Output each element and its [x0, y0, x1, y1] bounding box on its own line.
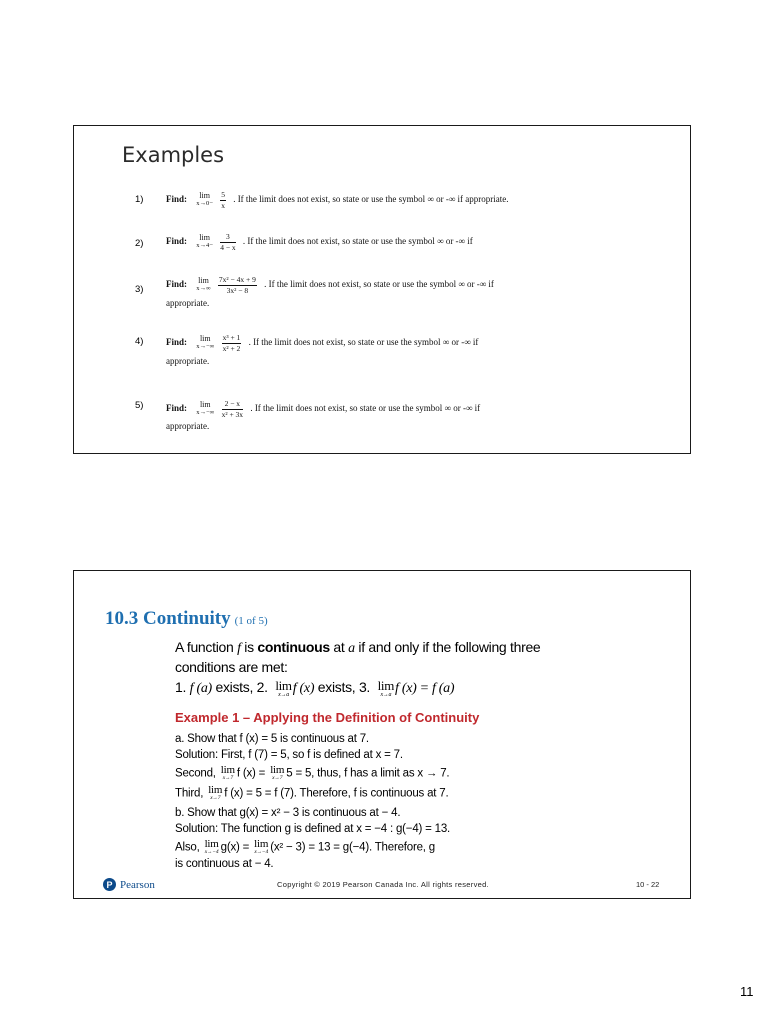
limit-operator [208, 785, 222, 802]
example-problem [166, 233, 473, 251]
instruction-text: . If the limit does not exist, so state or use the symbol ∞ or -∞ if [242, 236, 473, 247]
fraction [220, 233, 235, 251]
find-label: Find: [166, 194, 188, 205]
condition-expression: f (x) [292, 681, 315, 697]
condition-number: 1. [175, 679, 190, 696]
fraction [222, 400, 243, 418]
limit-operator [275, 679, 291, 698]
limit-operator [221, 765, 235, 782]
denominator: 4 − x [220, 242, 236, 252]
lim-subscript: x→a [380, 692, 392, 698]
limit-operator [270, 765, 284, 782]
limit-operator [196, 192, 213, 208]
limit-operator [196, 277, 210, 293]
lim-text: lim [220, 764, 235, 776]
slide-number: 10 - 22 [636, 880, 660, 889]
fraction [218, 276, 257, 294]
denominator: 3x² − 8 [226, 285, 249, 295]
solution-line: b. Show that g(x) = x² − 3 is continuous at − 4. [175, 807, 401, 819]
instruction-continuation: appropriate. [166, 421, 210, 431]
lim-text: lim [275, 678, 292, 693]
conditions-line [175, 679, 454, 698]
denominator: x² + 2 [222, 343, 241, 353]
solution-text: 5 = 5, thus, f has a limit as x → 7. [286, 767, 450, 780]
condition-text: exists, 3. [314, 679, 374, 696]
lim-subscript: x→7 [210, 795, 221, 801]
lim-subscript: x→4− [196, 242, 213, 250]
solution-text: Also, [175, 841, 203, 854]
continuity-slide [73, 570, 691, 899]
definition-text: at [329, 639, 349, 655]
lim-subscript: x→−4 [204, 849, 219, 855]
slide-heading [105, 608, 268, 630]
lim-text: lim [199, 334, 211, 344]
slide-title: Examples [122, 143, 225, 167]
denominator: x [221, 200, 225, 210]
lim-text: lim [208, 784, 223, 796]
lim-text: lim [198, 276, 209, 286]
lim-text: lim [254, 838, 269, 850]
numerator: 2 − x [222, 400, 243, 410]
example-number: 5) [135, 400, 144, 411]
lim-subscript: x→0− [196, 200, 213, 208]
solution-line: is continuous at − 4. [175, 858, 274, 870]
definition-text: is [240, 639, 258, 655]
lim-subscript: x→−∞ [196, 343, 215, 351]
lim-subscript: x→7 [222, 775, 233, 781]
lim-text: lim [199, 400, 211, 410]
limit-operator [378, 679, 394, 698]
find-label: Find: [166, 236, 188, 247]
definition-text: if and only if the following three [354, 639, 541, 655]
fraction [220, 191, 226, 209]
definition-line-1 [175, 639, 540, 657]
math-f: f [237, 641, 241, 656]
example-number: 3) [135, 284, 144, 295]
pearson-wordmark: Pearson [120, 878, 155, 891]
examples-slide [73, 125, 691, 454]
heading-subtitle: (1 of 5) [234, 615, 268, 627]
lim-subscript: x→∞ [196, 285, 211, 293]
lim-subscript: x→7 [272, 775, 283, 781]
solution-line [175, 785, 448, 802]
find-label: Find: [166, 279, 188, 290]
lim-text: lim [199, 191, 210, 201]
copyright-notice: Copyright © 2019 Pearson Canada Inc. All rights reserved. [277, 880, 489, 889]
example-problem [166, 334, 478, 352]
lim-text: lim [199, 233, 210, 243]
definition-text: A function [175, 639, 238, 655]
lim-subscript: x→a [278, 692, 289, 698]
solution-text: Third, [175, 787, 207, 800]
solution-line: a. Show that f (x) = 5 is continuous at 7. [175, 733, 369, 745]
fraction [222, 334, 242, 352]
numerator: x³ + 1 [222, 333, 241, 342]
example-number: 2) [135, 238, 144, 249]
example-number: 4) [135, 336, 144, 347]
example-heading: Example 1 – Applying the Definition of Continuity [175, 710, 480, 725]
solution-text: g(x) = [220, 841, 253, 854]
solution-text: f (x) = 5 = f (7). Therefore, f is continuous at 7. [224, 787, 449, 800]
math-a: a [348, 641, 355, 656]
example-problem [166, 400, 480, 418]
limit-operator [196, 234, 213, 250]
example-problem [166, 191, 508, 209]
heading-text: 10.3 Continuity [105, 608, 231, 629]
denominator: x² + 3x [221, 409, 244, 419]
solution-line [175, 765, 449, 782]
numerator: 5 [221, 190, 225, 199]
solution-line: Solution: First, f (7) = 5, so f is defined at x = 7. [175, 749, 403, 761]
limit-operator [196, 401, 214, 417]
lim-text: lim [270, 764, 285, 776]
lim-text: lim [204, 838, 219, 850]
limit-operator [254, 839, 268, 856]
numerator: 3 [220, 233, 235, 243]
pearson-p-icon: P [103, 878, 116, 891]
condition-expression: f (a) [189, 681, 212, 697]
find-label: Find: [166, 337, 188, 348]
page-number: 11 [740, 984, 754, 999]
solution-text: Second, [175, 767, 219, 780]
lim-subscript: x→−4 [254, 849, 268, 855]
solution-line: Solution: The function g is defined at x = −4 : g(−4) = 13. [175, 823, 451, 835]
lim-text: lim [377, 678, 395, 693]
instruction-text: . If the limit does not exist, so state or use the symbol ∞ or -∞ if [250, 403, 481, 414]
solution-text: f (x) = [236, 767, 269, 780]
example-problem [166, 276, 494, 294]
instruction-text: . If the limit does not exist, so state or use the symbol ∞ or -∞ if appropriate. [233, 194, 509, 205]
limit-operator [205, 839, 219, 856]
example-number: 1) [135, 194, 144, 205]
find-label: Find: [166, 403, 188, 414]
lim-subscript: x→−∞ [196, 409, 215, 417]
definition-line-2: conditions are met: [175, 659, 288, 675]
condition-text: exists, 2. [211, 679, 272, 696]
instruction-continuation: appropriate. [166, 356, 210, 366]
instruction-text: . If the limit does not exist, so state or use the symbol ∞ or -∞ if [248, 337, 479, 348]
instruction-text: . If the limit does not exist, so state or use the symbol ∞ or -∞ if [264, 279, 494, 290]
numerator: 7x² − 4x + 9 [218, 275, 256, 284]
condition-expression: f (x) = f (a) [395, 681, 455, 697]
instruction-continuation: appropriate. [166, 298, 210, 308]
limit-operator [196, 335, 214, 351]
solution-line [175, 839, 435, 856]
definition-keyword: continuous [257, 639, 330, 655]
solution-text: (x² − 3) = 13 = g(−4). Therefore, g [270, 841, 435, 854]
